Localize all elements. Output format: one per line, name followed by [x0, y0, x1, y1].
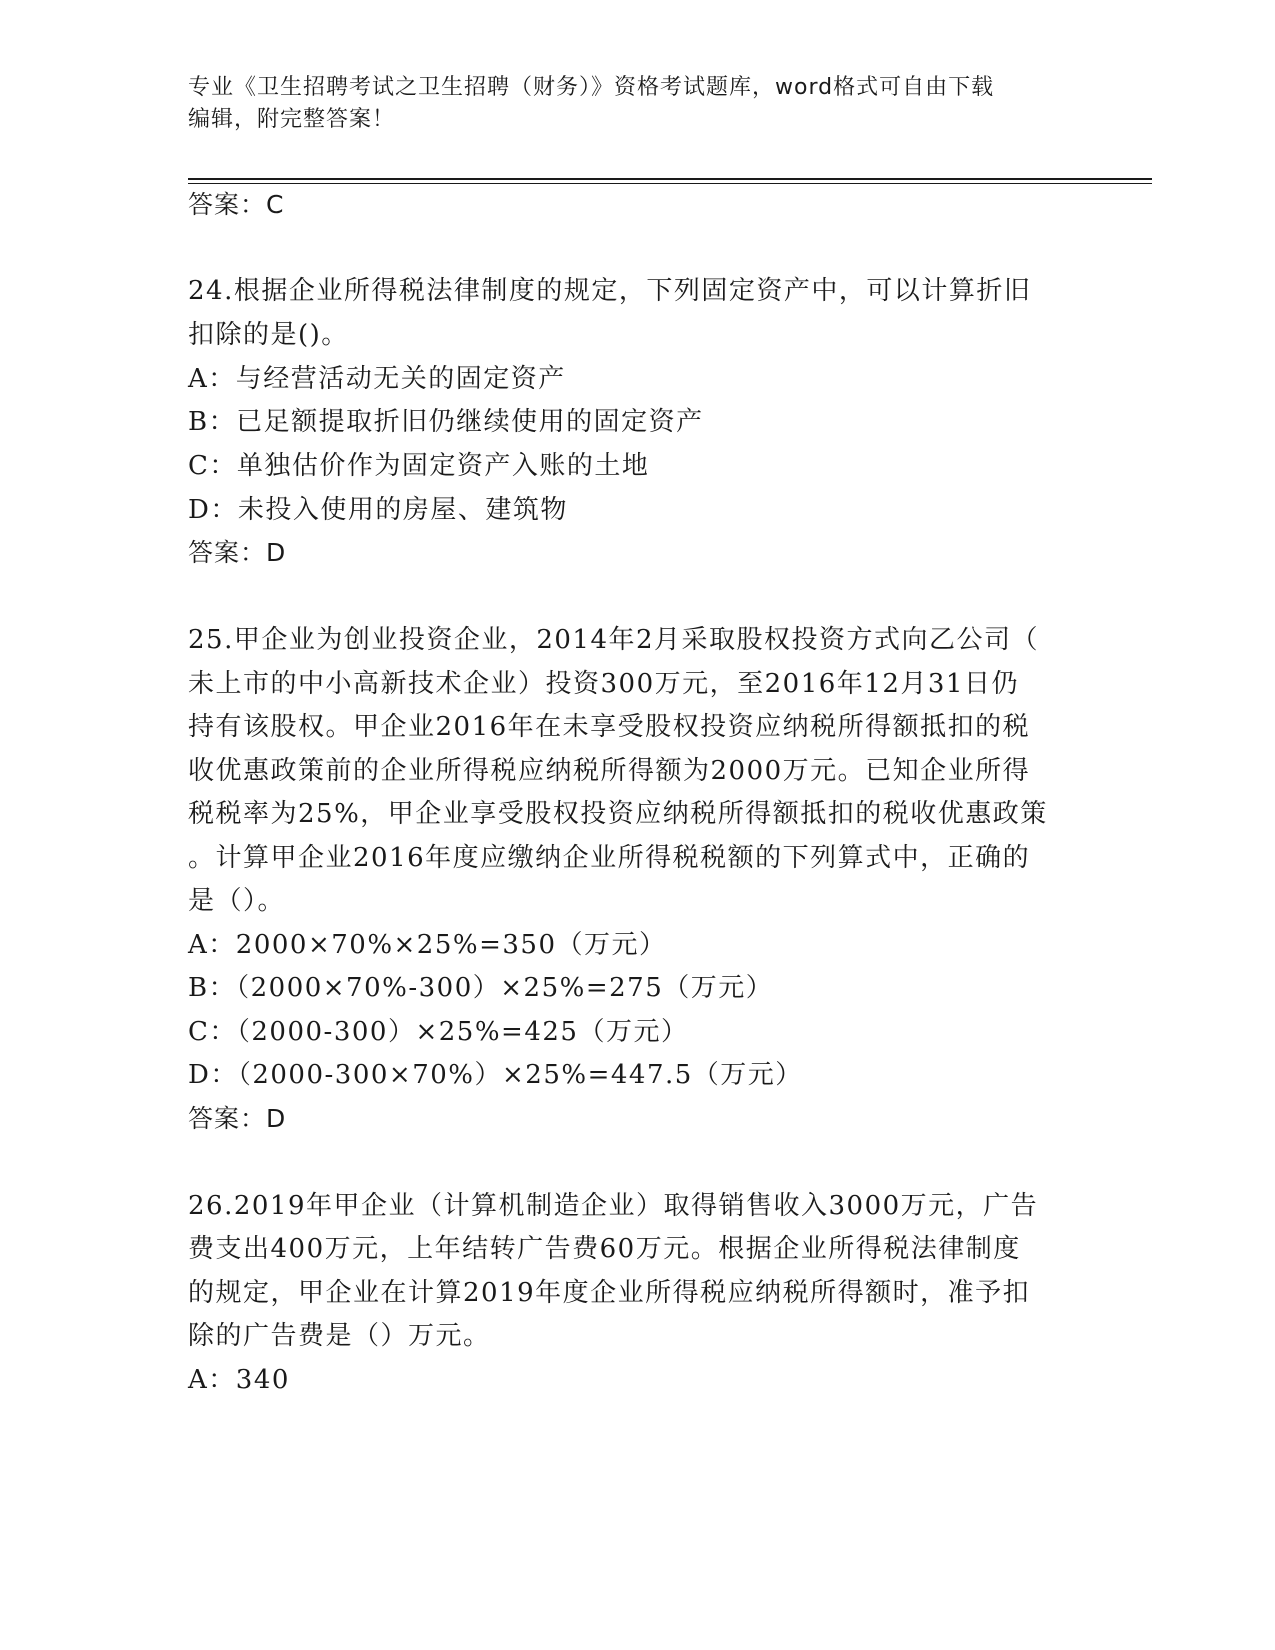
q26-option-a: A：340 — [188, 1365, 290, 1395]
page-header — [188, 72, 1078, 136]
q26-stem-line-3: 的规定，甲企业在计算2019年度企业所得税应纳税所得额时，准予扣 — [188, 1278, 1031, 1308]
q25-option-a: A：2000×70%×25%=350（万元） — [188, 930, 667, 960]
q24-stem-line-1: 24.根据企业所得税法律制度的规定，下列固定资产中，可以计算折旧 — [188, 276, 1032, 306]
prev-answer: 答案：C — [188, 190, 285, 219]
q26-stem-line-2: 费支出400万元，上年结转广告费60万元。根据企业所得税法律制度 — [188, 1234, 1021, 1264]
q25-stem-line-5: 税税率为25%，甲企业享受股权投资应纳税所得额抵扣的税收优惠政策 — [188, 799, 1048, 829]
q25-stem-line-3: 持有该股权。甲企业2016年在未享受股权投资应纳税所得额抵扣的税 — [188, 712, 1031, 742]
q24-option-a: A：与经营活动无关的固定资产 — [188, 364, 566, 394]
q25-option-d: D：（2000-300×70%）×25%=447.5（万元） — [188, 1060, 803, 1090]
q24-option-d: D：未投入使用的房屋、建筑物 — [188, 495, 568, 525]
q24-answer: 答案：D — [188, 538, 287, 567]
q26-stem-line-4: 除的广告费是（）万元。 — [188, 1321, 491, 1351]
q25-stem-line-6: 。计算甲企业2016年度应缴纳企业所得税税额的下列算式中，正确的 — [188, 843, 1031, 873]
q26-stem-line-1: 26.2019年甲企业（计算机制造企业）取得销售收入3000万元，广告 — [188, 1191, 1039, 1221]
q25-stem-line-4: 收优惠政策前的企业所得税应纳税所得额为2000万元。已知企业所得 — [188, 756, 1031, 786]
header-rule-thick — [188, 178, 1152, 180]
header-line-1: 专业《卫生招聘考试之卫生招聘（财务）》资格考试题库，word格式可自由下载 — [188, 75, 995, 100]
q25-stem-line-7: 是（）。 — [188, 886, 286, 916]
q25-option-b: B：（2000×70%-300）×25%=275（万元） — [188, 973, 774, 1003]
q24-stem-line-2: 扣除的是()。 — [188, 320, 349, 350]
q25-answer: 答案：D — [188, 1104, 287, 1133]
q25-option-c: C：（2000-300）×25%=425（万元） — [188, 1017, 689, 1047]
header-line-2: 编辑，附完整答案！ — [188, 107, 396, 132]
q24-option-b: B：已足额提取折旧仍继续使用的固定资产 — [188, 407, 704, 437]
header-rule-thin — [188, 183, 1152, 184]
q25-stem-line-1: 25.甲企业为创业投资企业，2014年2月采取股权投资方式向乙公司（ — [188, 625, 1040, 655]
q24-option-c: C：单独估价作为固定资产入账的土地 — [188, 451, 650, 481]
q25-stem-line-2: 未上市的中小高新技术企业）投资300万元，至2016年12月31日仍 — [188, 669, 1019, 699]
